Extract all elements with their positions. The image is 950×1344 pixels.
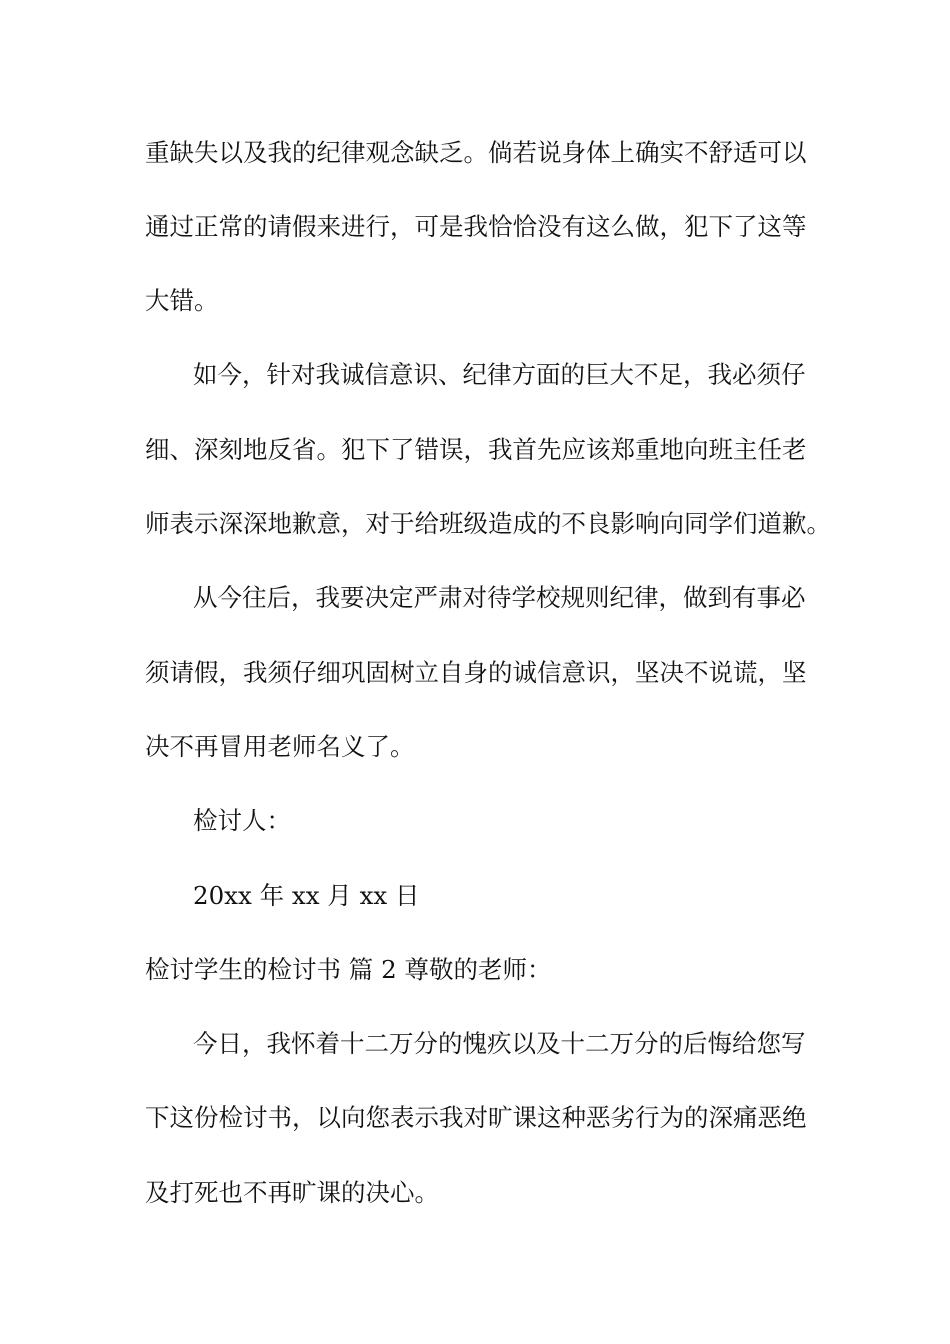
section-heading: 检讨学生的检讨书 篇 2 尊敬的老师： bbox=[145, 955, 552, 984]
signature-label: 检讨人： bbox=[193, 806, 291, 835]
paragraph-line: 如今，针对我诚信意识、纪律方面的巨大不足，我必须仔 bbox=[193, 360, 806, 389]
date-line: 20xx 年 xx 月 xx 日 bbox=[193, 881, 420, 910]
paragraph-line: 细、深刻地反省。犯下了错误，我首先应该郑重地向班主任老 bbox=[145, 435, 807, 464]
paragraph-line: 大错。 bbox=[145, 286, 219, 315]
paragraph-line: 决不再冒用老师名义了。 bbox=[145, 732, 415, 761]
paragraph-line: 师表示深深地歉意，对于给班级造成的不良影响向同学们道歉。 bbox=[145, 509, 831, 538]
paragraph-line: 及打死也不再旷课的决心。 bbox=[145, 1178, 439, 1207]
paragraph-line: 从今往后，我要决定严肃对待学校规则纪律，做到有事必 bbox=[193, 583, 806, 612]
paragraph-line: 今日，我怀着十二万分的愧疚以及十二万分的后悔给您写 bbox=[193, 1029, 806, 1058]
paragraph-line: 须请假，我须仔细巩固树立自身的诚信意识，坚决不说谎，坚 bbox=[145, 658, 807, 687]
paragraph-line: 下这份检讨书，以向您表示我对旷课这种恶劣行为的深痛恶绝 bbox=[145, 1103, 807, 1132]
paragraph-line: 通过正常的请假来进行，可是我恰恰没有这么做，犯下了这等 bbox=[145, 212, 807, 241]
paragraph-line: 重缺失以及我的纪律观念缺乏。倘若说身体上确实不舒适可以 bbox=[145, 138, 807, 167]
